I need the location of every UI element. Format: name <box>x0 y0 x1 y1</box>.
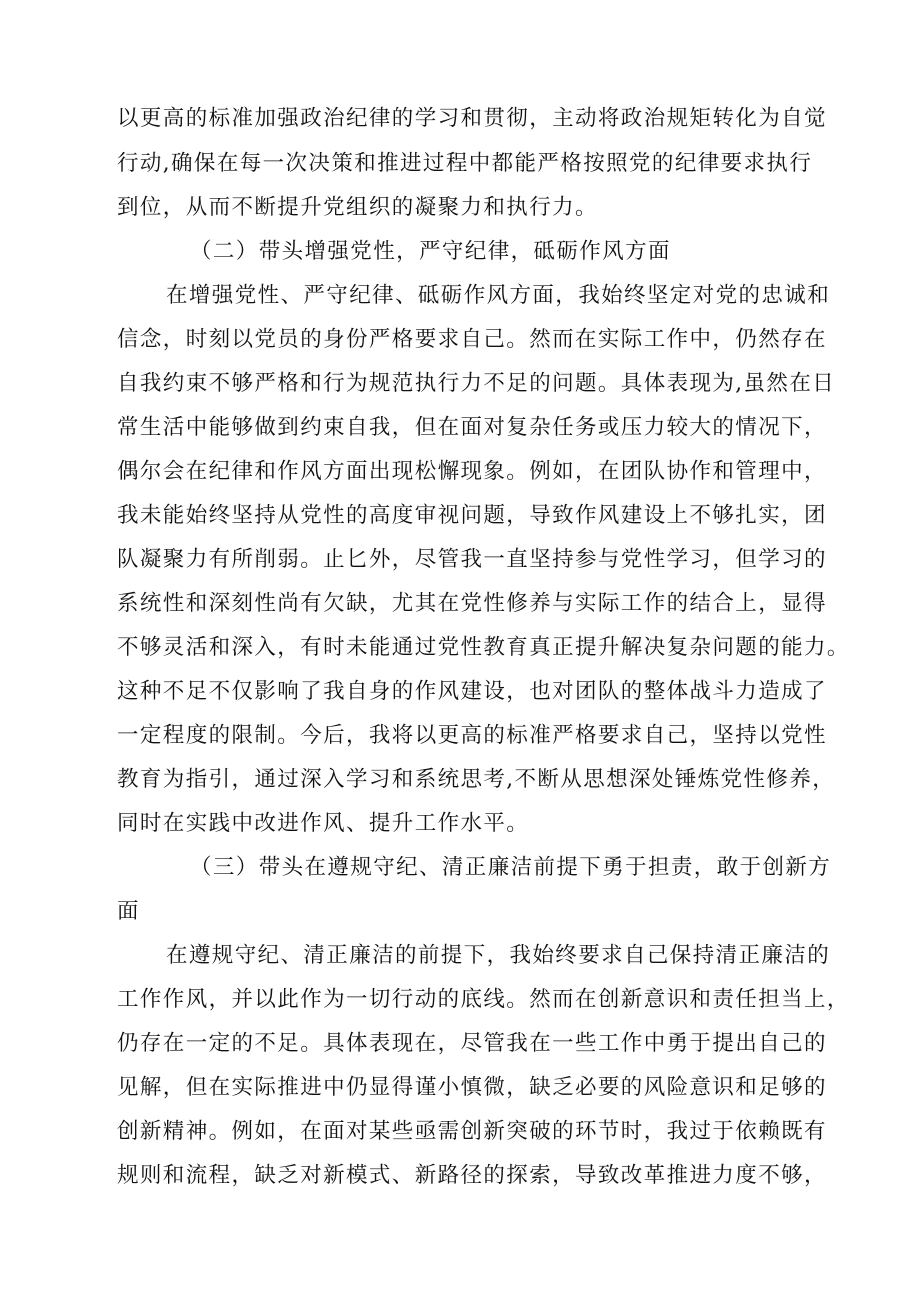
paragraph-line: 常生活中能够做到约束自我，但在面对复杂任务或压力较大的情况下， <box>117 415 827 440</box>
paragraph-line: 我未能始终坚持从党性的高度审视问题，导致作风建设上不够扎实，团 <box>117 503 827 528</box>
paragraph-line: 同时在实践中改进作风、提升工作水平。 <box>117 811 530 836</box>
paragraph-line: 系统性和深刻性尚有欠缺，尤其在党性修养与实际工作的结合上，显得 <box>117 591 827 616</box>
paragraph-line: 一定程度的限制。今后，我将以更高的标准严格要求自己，坚持以党性 <box>117 723 827 748</box>
paragraph-line: 不够灵活和深入，有时未能通过党性教育真正提升解决复杂问题的能力。 <box>117 635 850 660</box>
paragraph-line: 创新精神。例如，在面对某些亟需创新突破的环节时，我过于依赖既有 <box>117 1119 827 1144</box>
section-heading-3: （三）带头在遵规守纪、清正廉洁前提下勇于担责，敢于创新方 <box>190 855 832 880</box>
paragraph-line: 到位，从而不断提升党组织的凝聚力和执行力。 <box>117 195 598 220</box>
paragraph-line: 规则和流程，缺乏对新模式、新路径的探索，导致改革推进力度不够， <box>117 1163 827 1188</box>
paragraph-line: 在遵规守纪、清正廉洁的前提下，我始终要求自己保持清正廉洁的 <box>166 943 831 968</box>
paragraph-line: 信念，时刻以党员的身份严格要求自己。然而在实际工作中，仍然存在 <box>117 327 827 352</box>
paragraph-line: 行动,确保在每一次决策和推进过程中都能严格按照党的纪律要求执行 <box>117 151 813 176</box>
section-heading-3-continuation: 面 <box>117 899 140 924</box>
paragraph-line: 自我约束不够严格和行为规范执行力不足的问题。具体表现为,虽然在日 <box>117 371 836 396</box>
paragraph-line: 这种不足不仅影响了我自身的作风建设，也对团队的整体战斗力造成了 <box>117 679 827 704</box>
paragraph-line: 以更高的标准加强政治纪律的学习和贯彻，主动将政治规矩转化为自觉 <box>117 106 827 131</box>
paragraph-line: 偶尔会在纪律和作风方面出现松懈现象。例如，在团队协作和管理中， <box>117 459 827 484</box>
paragraph-line: 仍存在一定的不足。具体表现在，尽管我在一些工作中勇于提出自己的 <box>117 1031 827 1056</box>
section-heading-2: （二）带头增强党性，严守纪律，砥砺作风方面 <box>190 239 671 264</box>
paragraph-line: 队凝聚力有所削弱。止匕外，尽管我一直坚持参与党性学习，但学习的 <box>117 547 827 572</box>
paragraph-line: 在增强党性、严守纪律、砥砺作风方面，我始终坚定对党的忠诚和 <box>166 283 831 308</box>
paragraph-line: 工作作风，并以此作为一切行动的底线。然而在创新意识和责任担当上， <box>117 987 850 1012</box>
paragraph-line: 教育为指引，通过深入学习和系统思考,不断从思想深处锤炼党性修养， <box>117 767 836 792</box>
paragraph-line: 见解，但在实际推进中仍显得谨小慎微，缺乏必要的风险意识和足够的 <box>117 1075 827 1100</box>
